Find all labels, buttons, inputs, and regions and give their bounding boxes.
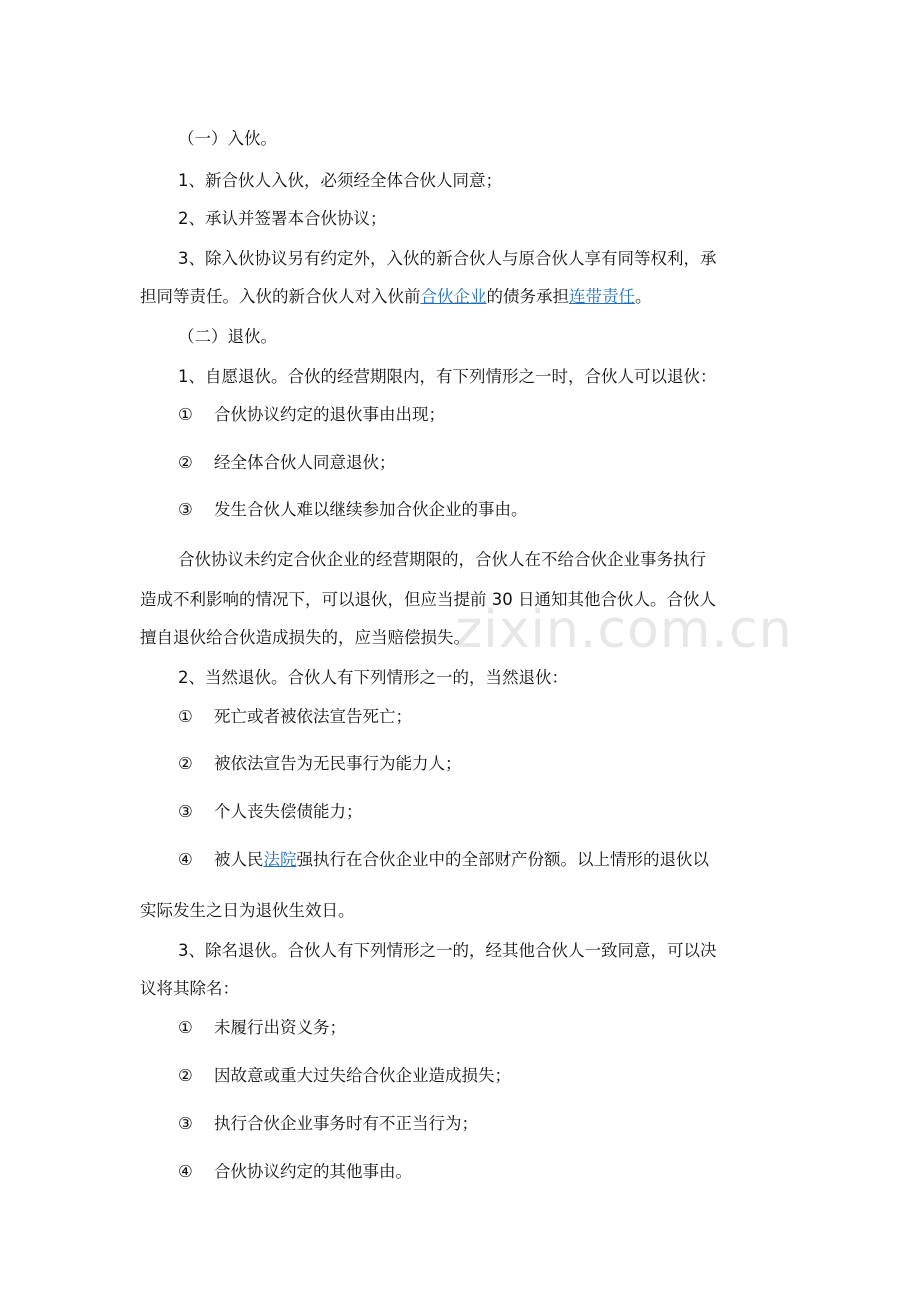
automatic-intro: 2、当然退伙。合伙人有下列情形之一的，当然退伙： — [178, 668, 568, 687]
voluntary-case-2 — [178, 452, 396, 474]
list-marker: ③ — [178, 500, 193, 519]
case-text: 因故意或重大过失给合伙企业造成损失； — [214, 1066, 511, 1085]
list-marker: ② — [178, 1066, 193, 1085]
list-marker: ① — [178, 1018, 193, 1037]
text-segment: 强执行在合伙企业中的全部财产份额。以上情形的退伙以 — [296, 850, 709, 869]
case-text: 被依法宣告为无民事行为能力人； — [214, 754, 462, 773]
case-text: 合伙协议约定的其他事由。 — [214, 1162, 412, 1181]
voluntary-para-line3: 擅自退伙给合伙造成损失的，应当赔偿损失。 — [140, 628, 470, 647]
case-text: 个人丧失偿债能力； — [214, 802, 363, 821]
text-segment: 。 — [635, 287, 652, 306]
expulsion-intro-line1: 3、除名退伙。合伙人有下列情形之一的，经其他合伙人一致同意，可以决 — [178, 941, 717, 960]
list-marker: ① — [178, 707, 193, 726]
watermark: zixin.com.cn — [455, 600, 793, 660]
text-segment: 的债务承担 — [486, 287, 569, 306]
case-text: 合伙协议约定的退伙事由出现； — [214, 405, 445, 424]
join-item-3-line1: 3、除入伙协议另有约定外，入伙的新合伙人与原合伙人享有同等权利，承 — [178, 249, 717, 268]
join-item-3-line2 — [140, 286, 652, 308]
list-marker: ① — [178, 405, 193, 424]
text-segment: 被人民 — [214, 850, 264, 869]
link-joint-liability[interactable]: 连带责任 — [569, 287, 635, 306]
automatic-case-1 — [178, 706, 412, 728]
case-text: 死亡或者被依法宣告死亡； — [214, 707, 412, 726]
list-marker: ③ — [178, 1114, 193, 1133]
voluntary-intro: 1、自愿退伙。合伙的经营期限内，有下列情形之一时，合伙人可以退伙： — [178, 367, 717, 386]
voluntary-case-3 — [178, 499, 528, 521]
automatic-case-4-line2: 实际发生之日为退伙生效日。 — [140, 901, 355, 920]
case-text: 未履行出资义务； — [214, 1018, 346, 1037]
join-item-2: 2、承认并签署本合伙协议； — [178, 209, 387, 228]
list-marker: ③ — [178, 802, 193, 821]
automatic-case-2 — [178, 753, 462, 775]
expulsion-case-4 — [178, 1161, 412, 1183]
list-marker: ④ — [178, 1162, 193, 1181]
automatic-case-4 — [178, 849, 709, 871]
expulsion-case-2 — [178, 1065, 511, 1087]
expulsion-intro-line2: 议将其除名： — [140, 979, 239, 998]
join-item-1: 1、新合伙人入伙，必须经全体合伙人同意； — [178, 171, 502, 190]
list-marker: ② — [178, 754, 193, 773]
section-heading-withdraw: （二）退伙。 — [178, 327, 277, 346]
link-court[interactable]: 法院 — [263, 850, 297, 869]
expulsion-case-3 — [178, 1113, 478, 1135]
list-marker: ④ — [178, 850, 193, 869]
link-partnership-enterprise[interactable]: 合伙企业 — [420, 287, 487, 306]
text-segment: 担同等责任。入伙的新合伙人对入伙前 — [140, 287, 421, 306]
voluntary-case-1 — [178, 404, 445, 426]
case-text: 执行合伙企业事务时有不正当行为； — [214, 1114, 478, 1133]
case-text: 经全体合伙人同意退伙； — [214, 453, 396, 472]
voluntary-para-line2: 造成不利影响的情况下，可以退伙，但应当提前 30 日通知其他合伙人。合伙人 — [140, 590, 716, 609]
automatic-case-3 — [178, 801, 363, 823]
expulsion-case-1 — [178, 1017, 346, 1039]
voluntary-para-line1: 合伙协议未约定合伙企业的经营期限的，合伙人在不给合伙企业事务执行 — [178, 550, 706, 569]
case-text: 发生合伙人难以继续参加合伙企业的事由。 — [214, 500, 528, 519]
list-marker: ② — [178, 453, 193, 472]
section-heading-join: （一）入伙。 — [178, 129, 277, 148]
